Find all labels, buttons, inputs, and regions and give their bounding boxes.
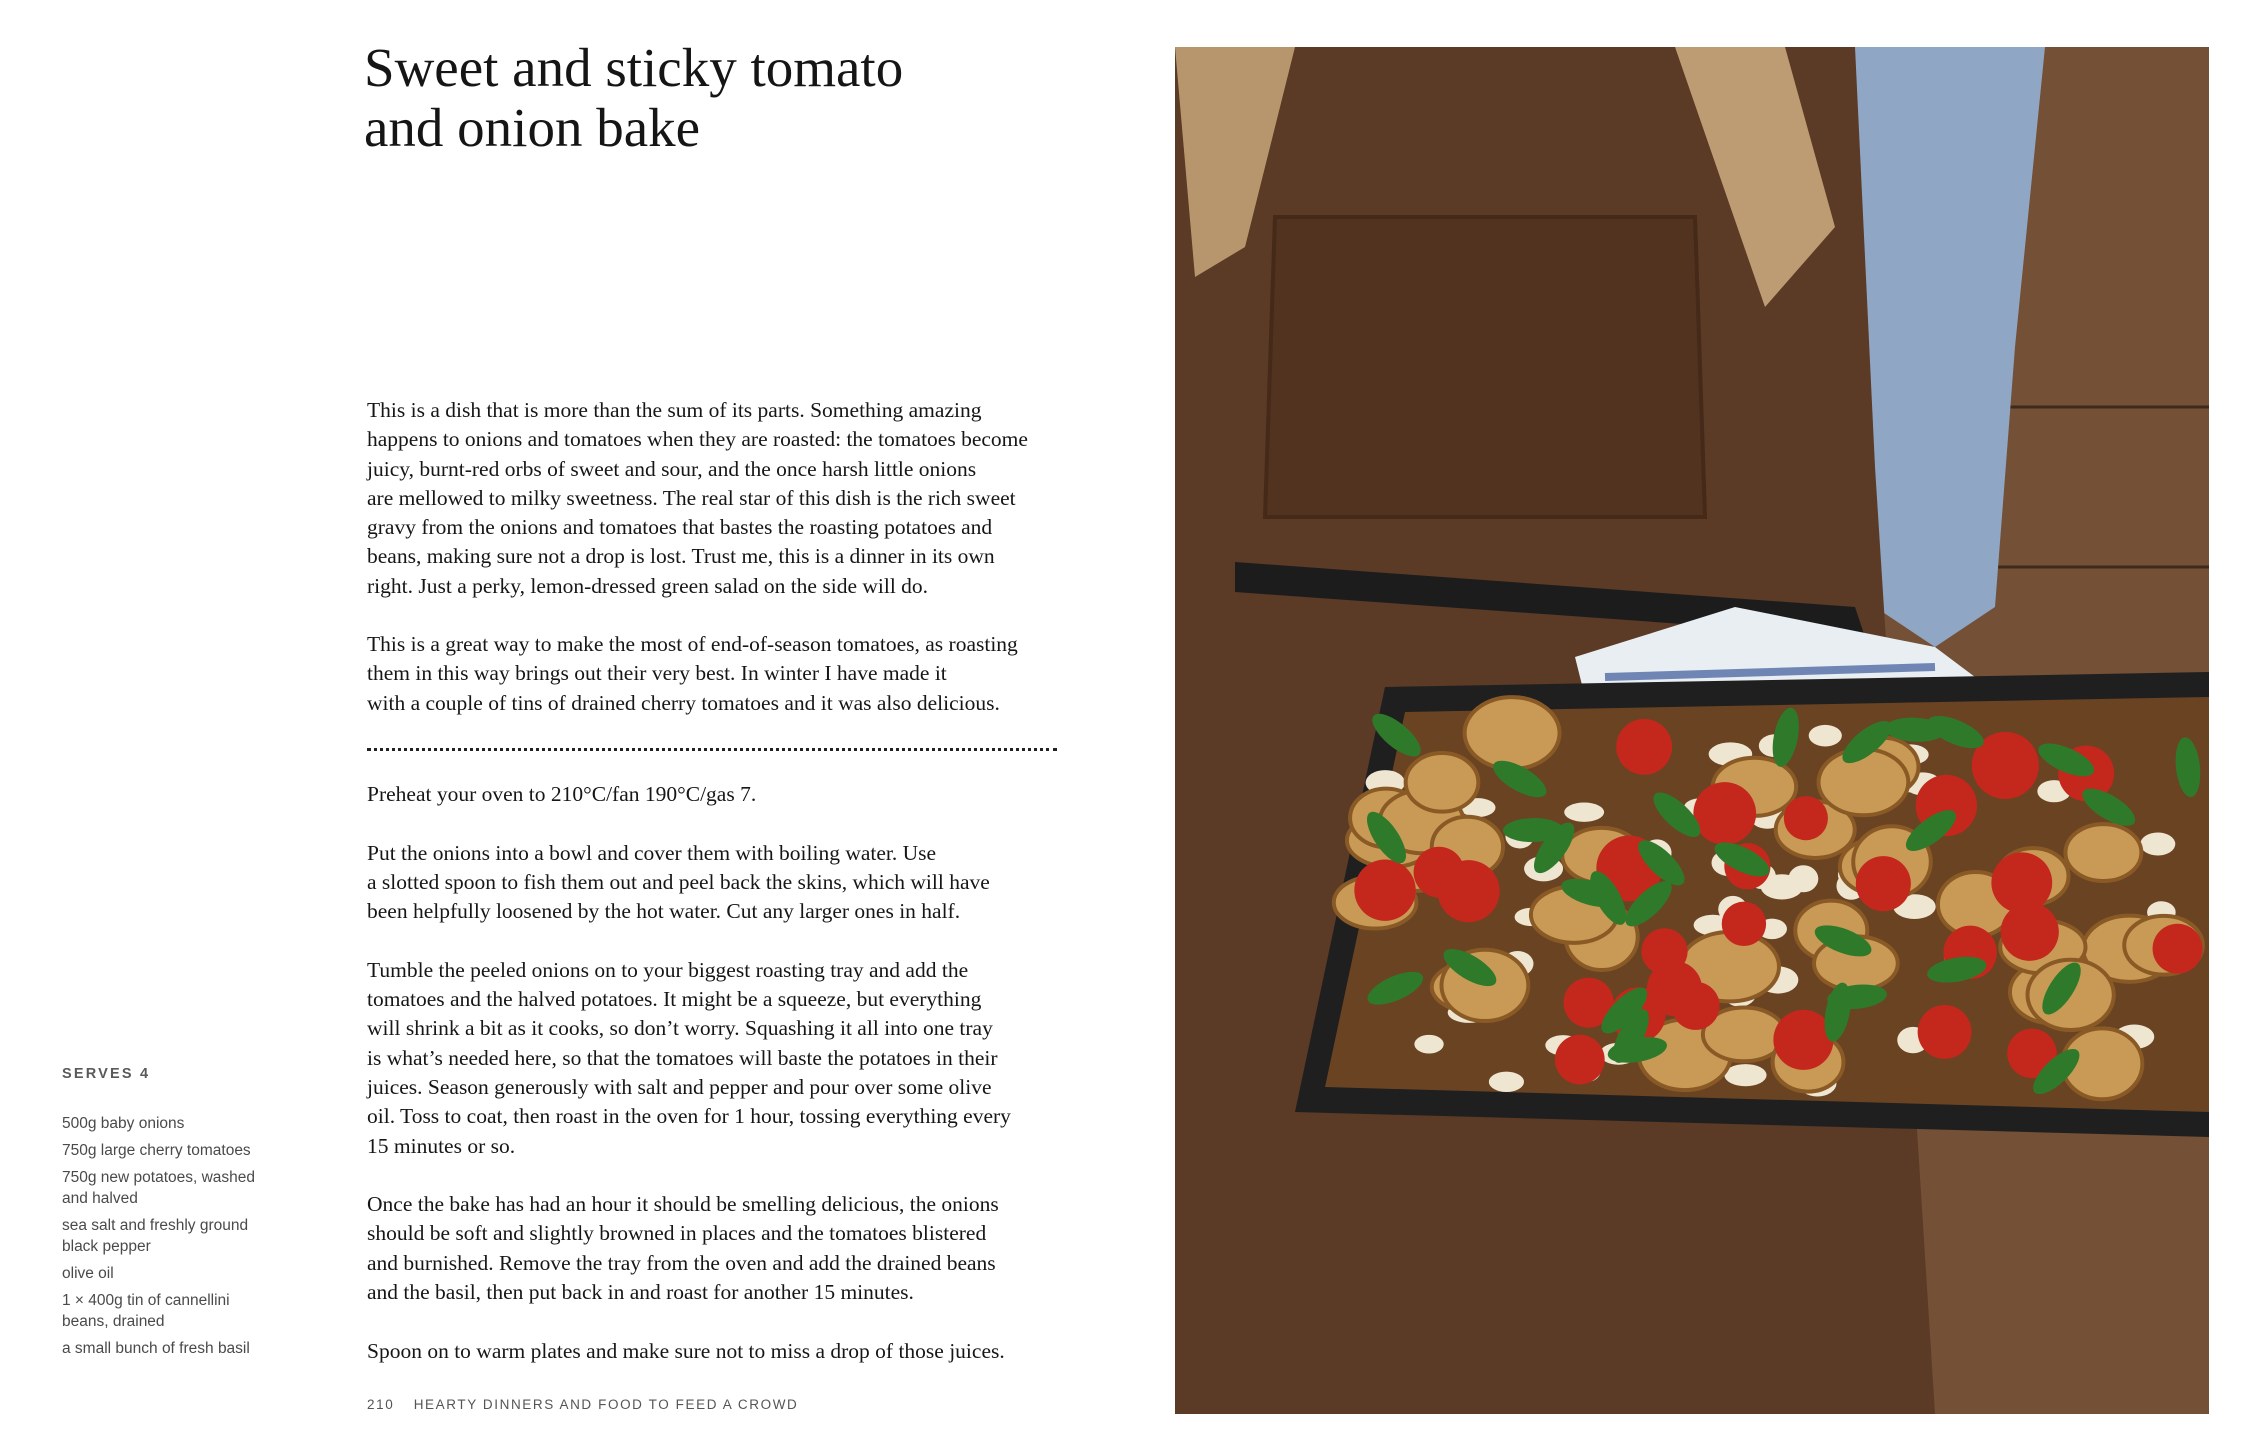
method-step: Preheat your oven to 210°C/fan 190°C/gas 7. xyxy=(367,781,757,806)
tomato xyxy=(1856,856,1911,911)
tomato xyxy=(1414,847,1465,898)
dotted-divider xyxy=(367,748,1057,751)
ingredient-item: 750g large cherry tomatoes xyxy=(62,1142,251,1159)
intro-paragraph: This is a dish that is more than the sum of its parts. Something amazing happens to onions and tomatoes when they are roasted: the tomatoes become juicy, burnt-red orbs of sweet and sour, and the once harsh little onions are mellowed to milky sweetness. The real star of this dish is the rich sweet gravy from the onions and tomatoes that bastes the roasting potatoes and beans, making sure not a drop is lost. Trust me, this is a dinner in its own right. Just a perky, lemon-dressed green salad on the side will do. xyxy=(367,398,1028,598)
method-step: Once the bake has had an hour it should be smelling delicious, the onions should be soft and slightly browned in places and the tomatoes blistered and burnished. Remove the tray from the oven and add the drained beans and the basil, then put back in and roast for another 15 minutes. xyxy=(367,1192,999,1305)
tomato xyxy=(1616,719,1672,775)
method-steps xyxy=(367,780,1075,1366)
tomato xyxy=(1722,902,1766,946)
recipe-title-line-1: Sweet and sticky tomato xyxy=(364,37,904,98)
recipe-body xyxy=(367,396,1075,1395)
tomato xyxy=(1354,859,1415,920)
method-step: Spoon on to warm plates and make sure not to miss a drop of those juices. xyxy=(367,1338,1005,1363)
section-title: HEARTY DINNERS AND FOOD TO FEED A CROWD xyxy=(413,1397,799,1412)
potato xyxy=(1406,753,1479,812)
bean xyxy=(1564,803,1604,822)
tomato xyxy=(1773,1010,1833,1070)
recipe-photo xyxy=(1175,47,2209,1414)
page-number: 210 xyxy=(367,1397,395,1412)
tomato xyxy=(2001,903,2059,961)
ingredient-item: olive oil xyxy=(62,1265,114,1282)
serves-label: SERVES 4 xyxy=(62,1066,151,1082)
bean xyxy=(2140,832,2175,855)
tomato xyxy=(1784,796,1828,840)
method-step: Tumble the peeled onions on to your biggest roasting tray and add the tomatoes and the halved potatoes. It might be a squeeze, but everything will shrink a bit as it cooks, so don’t worry. Squashing it all into one tray is what’s needed here, so that the tomatoes will baste the potatoes in their juices. Season generously with salt and pepper and pour over some olive oil. Toss to coat, then roast in the oven for 1 hour, tossing everything every 15 minutes or so. xyxy=(367,957,1011,1158)
tray-bake-illustration xyxy=(1175,47,2209,1414)
potato xyxy=(1465,697,1560,769)
tomato xyxy=(2153,924,2203,974)
tomato xyxy=(1693,782,1756,845)
bean xyxy=(1414,1035,1443,1054)
tomato xyxy=(1555,1035,1605,1085)
ingredient-item: a small bunch of fresh basil xyxy=(62,1340,250,1357)
ingredient-item: 750g new potatoes, washed and halved xyxy=(62,1169,256,1207)
tomato xyxy=(1672,982,1720,1030)
recipe-title xyxy=(364,38,903,158)
bean xyxy=(1724,1064,1766,1086)
ingredient-item: 1 × 400g tin of cannellini beans, drained xyxy=(62,1292,230,1330)
tomato xyxy=(1918,1005,1972,1059)
ingredient-item: sea salt and freshly ground black pepper xyxy=(62,1217,249,1255)
potato xyxy=(2065,824,2141,881)
potato xyxy=(1819,749,1909,815)
tomato xyxy=(1641,928,1687,974)
bean xyxy=(1489,1072,1524,1092)
apron-pocket xyxy=(1265,217,1705,517)
recipe-title-line-2: and onion bake xyxy=(364,97,701,158)
method-step: Put the onions into a bowl and cover them with boiling water. Use a slotted spoon to fish them out and peel back the skins, which will have been helpfully loosened by the hot water. Cut any larger ones in half. xyxy=(367,840,990,924)
ingredient-item: 500g baby onions xyxy=(62,1115,185,1132)
bean xyxy=(1809,725,1842,747)
ingredient-list xyxy=(62,1113,282,1365)
page-footer xyxy=(367,1397,798,1412)
intro-paragraph: This is a great way to make the most of end-of-season tomatoes, as roasting them in this way brings out their very best. In winter I have made it with a couple of tins of drained cherry tomatoes and it was also delicious. xyxy=(367,632,1018,715)
